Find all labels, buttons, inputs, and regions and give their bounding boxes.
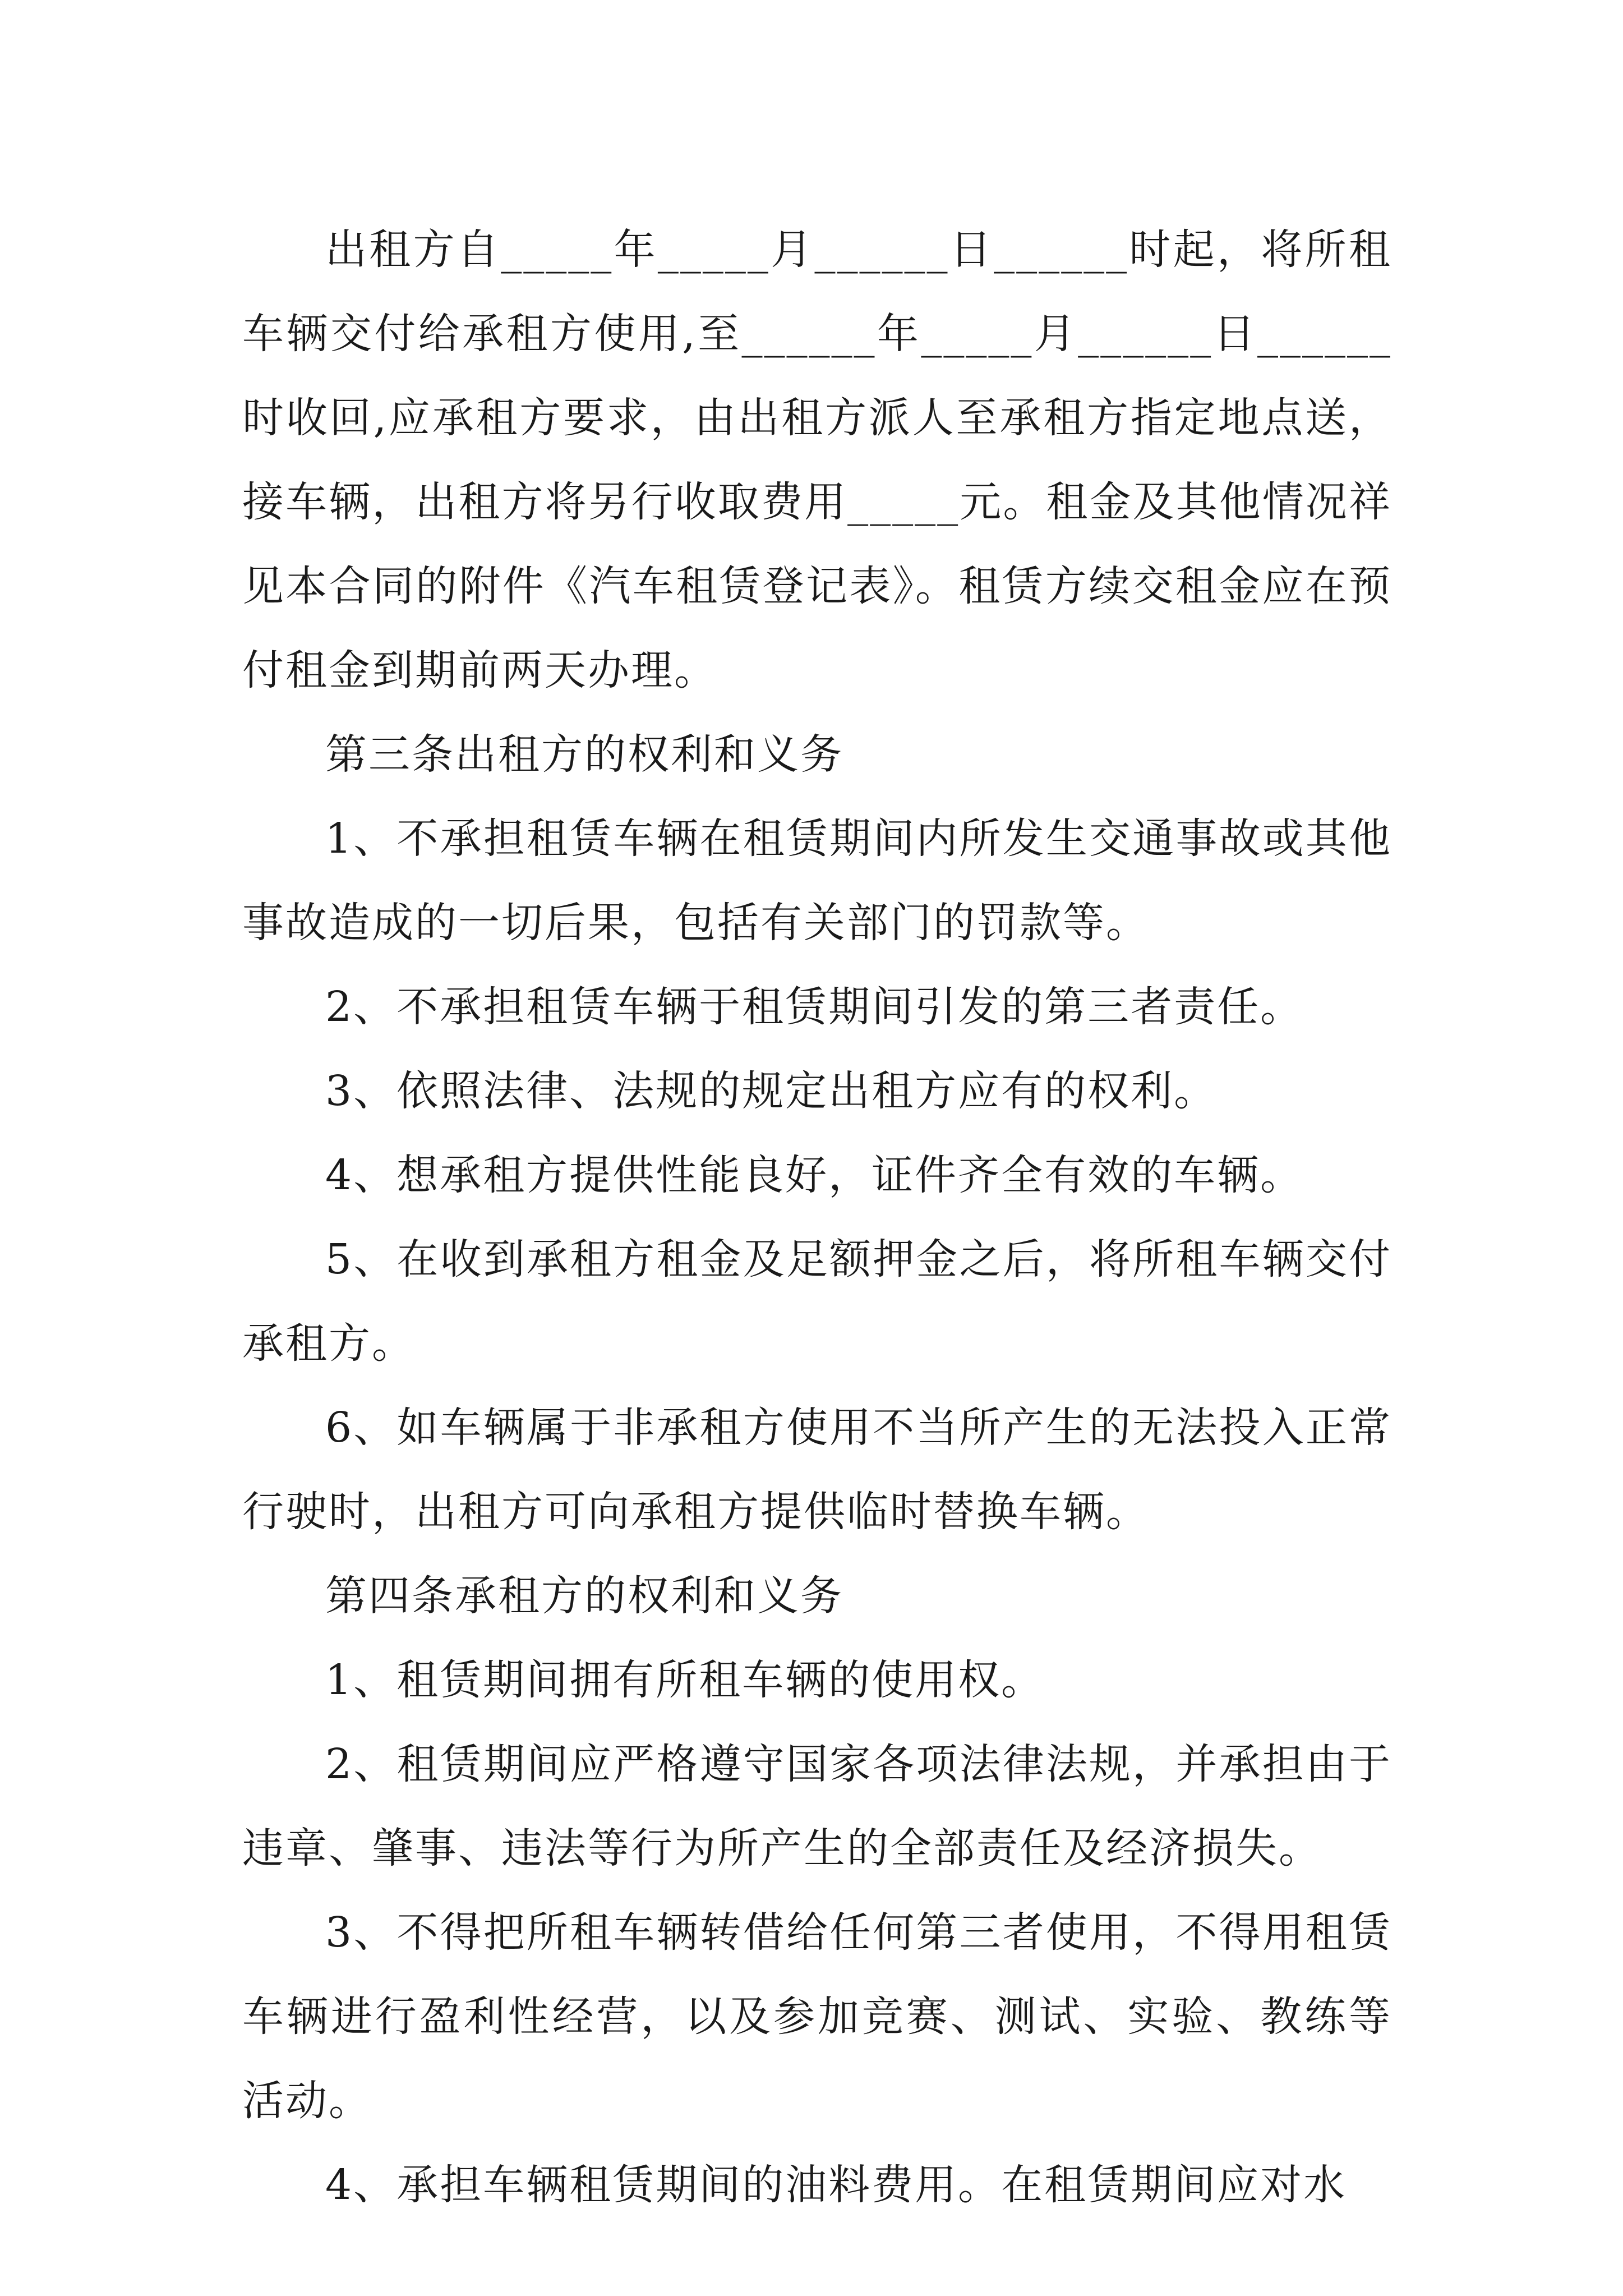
heading-text: 第三条出租方的权利和义务 bbox=[325, 730, 843, 779]
paragraph-text: 3、不得把所租车辆转借给任何第三者使用，不得用租赁车辆进行盈利性经营，以及参加竞赛、测试、实验、教练等活动。 bbox=[242, 1908, 1392, 2125]
paragraph-article-3-item-4 bbox=[242, 1133, 1392, 1217]
paragraph-article-4-item-1 bbox=[242, 1638, 1392, 1722]
paragraph-text: 2、不承担租赁车辆于租赁期间引发的第三者责任。 bbox=[325, 983, 1304, 1031]
paragraph-article-4-item-2 bbox=[242, 1722, 1392, 1890]
document-body bbox=[242, 208, 1392, 2227]
paragraph-article-4-item-3 bbox=[242, 1890, 1392, 2143]
paragraph-article-3-item-2 bbox=[242, 965, 1392, 1049]
paragraph-text: 1、不承担租赁车辆在租赁期间内所发生交通事故或其他事故造成的一切后果，包括有关部门的罚款等。 bbox=[242, 815, 1392, 947]
paragraph-text: 4、承担车辆租赁期间的油料费用。在租赁期间应对水 bbox=[325, 2161, 1347, 2209]
paragraph-article-3-item-5 bbox=[242, 1217, 1392, 1386]
paragraph-text: 5、在收到承租方租金及足额押金之后，将所租车辆交付承租方。 bbox=[242, 1235, 1392, 1368]
heading-article-4 bbox=[242, 1554, 1392, 1638]
paragraph-text: 1、租赁期间拥有所租车辆的使用权。 bbox=[325, 1656, 1045, 1704]
paragraph-text: 出租方自_____年_____月______日______时起，将所租车辆交付给承租方使用,至______年_____月______日______时收回,应承租方要求，由出租方派人至承租方指定地点送，接车辆，出租方将另行收取费用_____元。租金及其他情况祥见本合同的附件《汽车租赁登记表》。租赁方续交租金应在预付租金到期前两天办理。 bbox=[242, 226, 1392, 694]
paragraph-article-3-item-6 bbox=[242, 1386, 1392, 1554]
paragraph-article-3-item-1 bbox=[242, 797, 1392, 965]
paragraph-article-3-item-3 bbox=[242, 1049, 1392, 1133]
paragraph-article-4-item-4 bbox=[242, 2143, 1392, 2227]
heading-article-3 bbox=[242, 712, 1392, 797]
paragraph-text: 4、想承租方提供性能良好，证件齐全有效的车辆。 bbox=[325, 1151, 1304, 1199]
paragraph-text: 2、租赁期间应严格遵守国家各项法律法规，并承担由于违章、肇事、违法等行为所产生的全部责任及经济损失。 bbox=[242, 1740, 1392, 1872]
paragraph-rental-period bbox=[242, 208, 1392, 712]
paragraph-text: 6、如车辆属于非承租方使用不当所产生的无法投入正常行驶时，出租方可向承租方提供临时替换车辆。 bbox=[242, 1404, 1392, 1536]
paragraph-text: 3、依照法律、法规的规定出租方应有的权利。 bbox=[325, 1067, 1218, 1115]
heading-text: 第四条承租方的权利和义务 bbox=[325, 1572, 843, 1620]
